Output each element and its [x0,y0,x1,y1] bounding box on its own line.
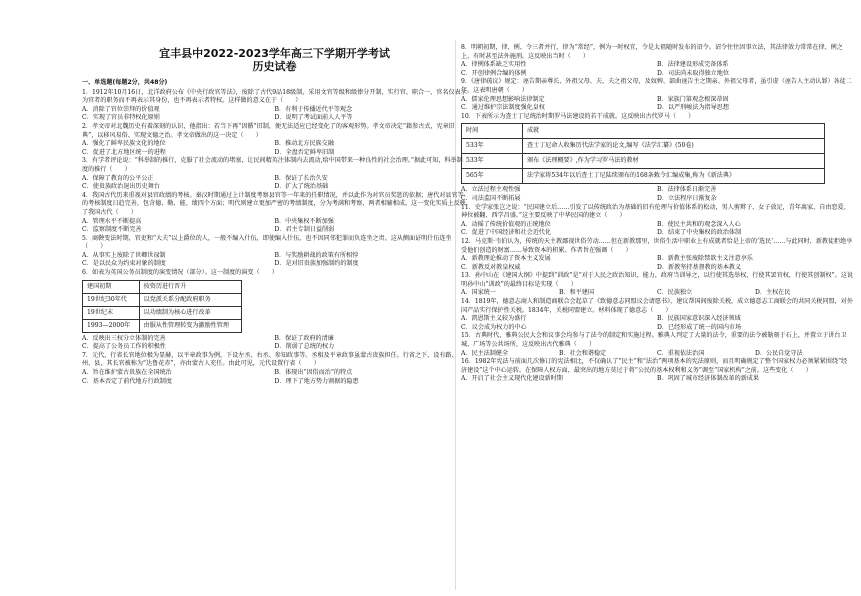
table-row [462,139,825,154]
option: D．结束了中央集权的政治体制 [657,229,742,237]
option: B．与奖励耕战的政策有所相悖 [274,251,359,259]
option: C．民族独立 [657,289,693,297]
option: D．立法程序日渐复杂 [657,194,717,202]
options-1 [82,106,467,123]
table-cell: 查士丁尼命人收集历代法学家的论文,编写《法学汇纂》(50卷) [523,139,825,154]
option: D．扩大了统治基础 [274,183,329,191]
question-8: 8．明朝初期，律、例、令三者并行，律为“常经”，例为一时权宜，令是太祖随时发布的诏令。诏令往往因事立法，其法律效力常常在律、例之上，有时甚至法外施刑。这反映出当时（ ） [461,44,843,60]
options-11 [461,221,853,238]
table-row [462,154,825,169]
option: B．使民主共和的观念深入人心 [657,220,741,228]
question-12: 12．马克斯·韦伯认为，传统的天主教鄙视世俗劳动……但在新教那里，世俗生活中职业上有成就者恰是上帝的‘选民’……与此同时，新教徒拒绝享受他们创造的财富……导致资本的积累。作者旨在强调（ ） [461,237,853,254]
right-column [461,0,853,384]
question-10: 10．下表所示为查士丁尼统治时期罗马法建设的若干成就。这反映出古代罗马（ ） [461,112,695,120]
option: A．强化了鲜卑民族文化的地位 [82,140,166,148]
options-16 [461,375,853,384]
table-row [83,319,242,332]
option: D．说明了考试面前人人平等 [274,114,353,122]
option: B．新教主张废除禁欲主义注意享乐 [657,255,753,263]
option: B．社会和谐稳定 [559,349,607,357]
option: A．律例体系缺乏实用性 [461,61,527,69]
option: A．国家统一 [461,289,496,297]
option: B．巩固了城市经济体制改革的新成果 [657,375,759,383]
question-2: 2．孝文帝对北魏历史有着深刻的认识，他指出：若当下再“因循”旧制，便无法适应已经变化了的客观形势。孝文帝决定“籍参古式，宪章旧典”，以移风易俗、实现文德之治。孝文帝做出的这一决定（ ） [82,122,455,139]
option: B．法律建设形成完备体系 [657,61,729,69]
question-16: 16．1982年宪法与前面几次修订的宪法相比，不仅确认了“民主”和“法治”两项基本的宪法原则，而且明确规定了整个国家权力必须紧紧围绕“经济建设”这个中心运转。在保障人权方面，最突出的地方莫过于将“公民的基本权利和义务”调至“国家机构”之前。这些变化（ ） [461,358,848,374]
option: C．新教反对教皇权威 [461,263,521,271]
option: C．司法监国不断拓展 [461,194,521,202]
table-cell: 由服从性管理转变为激励性管理 [139,319,241,332]
option: A．民主法制健全 [461,349,509,357]
option: C．重视依法治国 [657,349,705,357]
options-2 [82,140,467,157]
table-cell: 以党派关系分配政府职务 [139,293,241,306]
question-11: 11．史学家张岂之说：“民国建立后……引发了以传统政治为基础的旧有伦理与价值体系的松动，男人剪辫子、女子放足，青年离家、自由恋爱、神位被翻、西学昌盛。”这主要反映了中华民国的建立（ ） [461,203,850,220]
options-5 [82,252,467,269]
table-cell: 成就 [523,124,825,139]
table-cell: 法学家将534年以后查士丁尼陆续颁布的168条敕令汇编成集,称为《新法典》 [523,169,825,184]
option: B．推动北方民族交融 [274,140,334,148]
option: C．是以民众为约束对象的制度 [82,260,166,268]
roman-law-table [461,123,825,184]
option: A．立法过程主观性强 [461,186,521,194]
option: A．动摇了传统价值观的正统地位 [461,220,551,228]
option: A．开启了社会主义现代化建设新时期 [461,375,563,383]
uk-civil-service-table [82,280,242,333]
option: C．促进了北方地区统一的进程 [82,148,166,156]
options-13 [461,289,853,298]
options-4 [82,218,467,235]
table-row [83,280,242,293]
option: C．促进了中国经济和社会近代化 [461,229,551,237]
option: A．管理水平不断提高 [82,217,142,225]
section-heading: 一、单选题(每题2分，共48分) [82,79,168,86]
option: C．开创律例合编的体例 [461,69,527,77]
question-7: 7．元代，行省长官地位极为显赫，以平章政事为例，下设左丞、右丞、参知政事等。丞相及平章政事虽蒙古贵族担任。行省之下，设有路、州、县，其长官被称为“达鲁花赤”，亦由蒙古人充任。由此可见，元代设置行省（ ） [82,351,458,368]
table-row [462,169,825,184]
option: C．基本否定了前代地方行政制度 [82,377,172,385]
question-3: 3．有学者评论说：“科举制的推行，克服了社会流动的堵塞，让民间精英注体制内去流动,给中国带来一种良性的社会治理。”据此可知，科举制度的推行（ ） [82,157,463,173]
option: D．削弱了总统的权力 [274,343,335,351]
option: C．实现了官员非特权化原则 [82,114,160,122]
option: A．凯恩斯主义较为盛行 [461,315,527,323]
table-cell: 时间 [462,124,523,139]
option: B．有利于传播近代平等观念 [274,105,353,113]
option: C．议会成为权力的中心 [461,323,527,331]
question-15: 15．古典时代，雅典公民大会和议事会均参与了法令的制定和实施过程。雅典人判定了大量的法令，重要的法令被勒刻于石上，并置立于讲台卫城、广场等公共场所，这反映出古代雅典（ ） [461,332,847,349]
option: B．中央集权不断加强 [274,217,334,225]
options-10 [461,186,853,203]
table-cell: 1993—2000年 [83,319,140,332]
option: D．以严刑峻法为指导思想 [657,104,729,112]
table-cell: 533年 [462,154,523,169]
options-9 [461,96,853,113]
table-cell: 19世纪末 [83,306,140,319]
question-6: 6．如表为英国公务员制度的演变情况（部分）。这一制度的演变（ ） [82,269,278,277]
left-column [82,0,467,386]
question-14: 14．1819年，德意志商人和制造商联合会起草了《致德意志同盟议会请愿书》，建议帮国间废除关税，成立德意志工商联会的共同关税同盟，对外国产品实行保护性关税。1834年，关税同盟建立。材料体现了德意志（ ） [461,298,853,314]
table-cell: 颁布《法理概要》,作为学习罗马法的教材 [523,154,825,169]
option: A．保障了教育的公平公正 [82,174,154,182]
option: C．监察制度不断完善 [82,226,142,234]
table-row [83,293,242,306]
option: D．是对旧贵族加强制约的制度 [274,260,359,268]
question-13: 13．孙中山在《建国大纲》中提到“训政”是“对于人民之政治知识、能力，政府当训导之，以行使其选举权，行使其罢官权，行使其创制权”。这说明孙中山“训政”的最终目标是实现（ ） [461,272,853,288]
option: D．公民自觉守法 [755,349,803,357]
table-cell: 565年 [462,169,523,184]
question-1: 1．1912年10月16日，北洋政府公布《中央行政官等法》，废除了古代9品18级制，采用文官等级和级俸分开制，实行官、职合一，官名仅表示为官者的职务而不再表示其身份，也不再表示者特权。这样做的意义在于（ ） [82,88,467,105]
table-row [83,306,242,319]
option: B．民族国家意识深入经济领域 [657,315,741,323]
option: B．法律体系日渐完善 [657,186,717,194]
options-15 [461,350,853,359]
option: A．旨在维护蒙古贵族在全国统治 [82,369,172,377]
option: A．新教理论推动了资本主义发展 [461,255,551,263]
option: C．提高了公务员工作的积极性 [82,343,166,351]
option: A．从事实上废除了世卿世禄制 [82,251,166,259]
question-9: 9．《唐律疏议》规定：诬告期亲尊长、外祖父母、夫、夫之祖父母，及奴婢、部曲诬告主之期亲、外祖父母者，虽引虚（诬告人主动认罪）各徒二年。这表明唐朝（ ） [461,78,852,94]
option: A．消除了官位崇拜的价值观 [82,105,160,113]
options-7 [82,369,467,386]
table-cell: 按资历进行晋升 [139,280,241,293]
option: D．新教坚持基督教的基本教义 [657,263,742,271]
option: B．家族门第观念根深蒂固 [657,95,729,103]
option: D．司法尚未取得独立地位 [657,69,729,77]
option: D．已经形成了统一的国内市场 [657,323,742,331]
option: D．全盘否定鲜卑旧制 [274,148,335,156]
options-14 [461,315,853,332]
option: D．君主专制日益削弱 [274,226,335,234]
option: B．体现出“因俗而治”的特点 [274,369,353,377]
option: B．和平建国 [559,289,594,297]
option: A．儒家伦理思想影响法律制定 [461,95,545,103]
option: B．保证了政府的清廉 [274,334,334,342]
question-5: 5．商鞅变法时期，官吏和“大夫”以上爵位的人，一般不编入什伍，即使编入什伍，也不因同邻犯罪而负连坐之责。这从侧面证明什伍连坐（ ） [82,234,452,251]
table-cell: 建国初期 [83,280,140,293]
option: C．通过维护宗法制度强化皇权 [461,104,545,112]
table-cell: 以功绩制为核心进行改革 [139,306,241,319]
options-3 [82,175,467,192]
table-cell: 533年 [462,139,523,154]
option: D．理下了地方势力割据的隐患 [274,377,359,385]
exam-subtitle: 历史试卷 [252,60,297,73]
question-4: 4．我国古代历来重视对县官政绩的考核。秦汉时期通过上计制度考察县官等一年来的任职情况，并以此作为对官员奖惩的依据；唐代对县官等的考核制度日趋完善，包含德、勤、能、绩四个方面；明代则建立更加严密的考绩制度，分为考满和考察，两者相辅相成。这一变化实质上反映了我国古代（ ） [82,191,466,216]
option: C．使贵族政治退出历史舞台 [82,183,160,191]
options-6 [82,335,467,352]
option: B．保证了长治久安 [274,174,328,182]
option: D．主权在民 [755,289,791,297]
options-12 [461,255,853,272]
exam-title: 宜丰县中2022-2023学年高三下学期开学考试 [159,47,390,60]
table-row [462,124,825,139]
table-cell: 19世纪30年代 [83,293,140,306]
option: A．反映出三权分立体制的完善 [82,334,166,342]
options-8 [461,61,853,78]
